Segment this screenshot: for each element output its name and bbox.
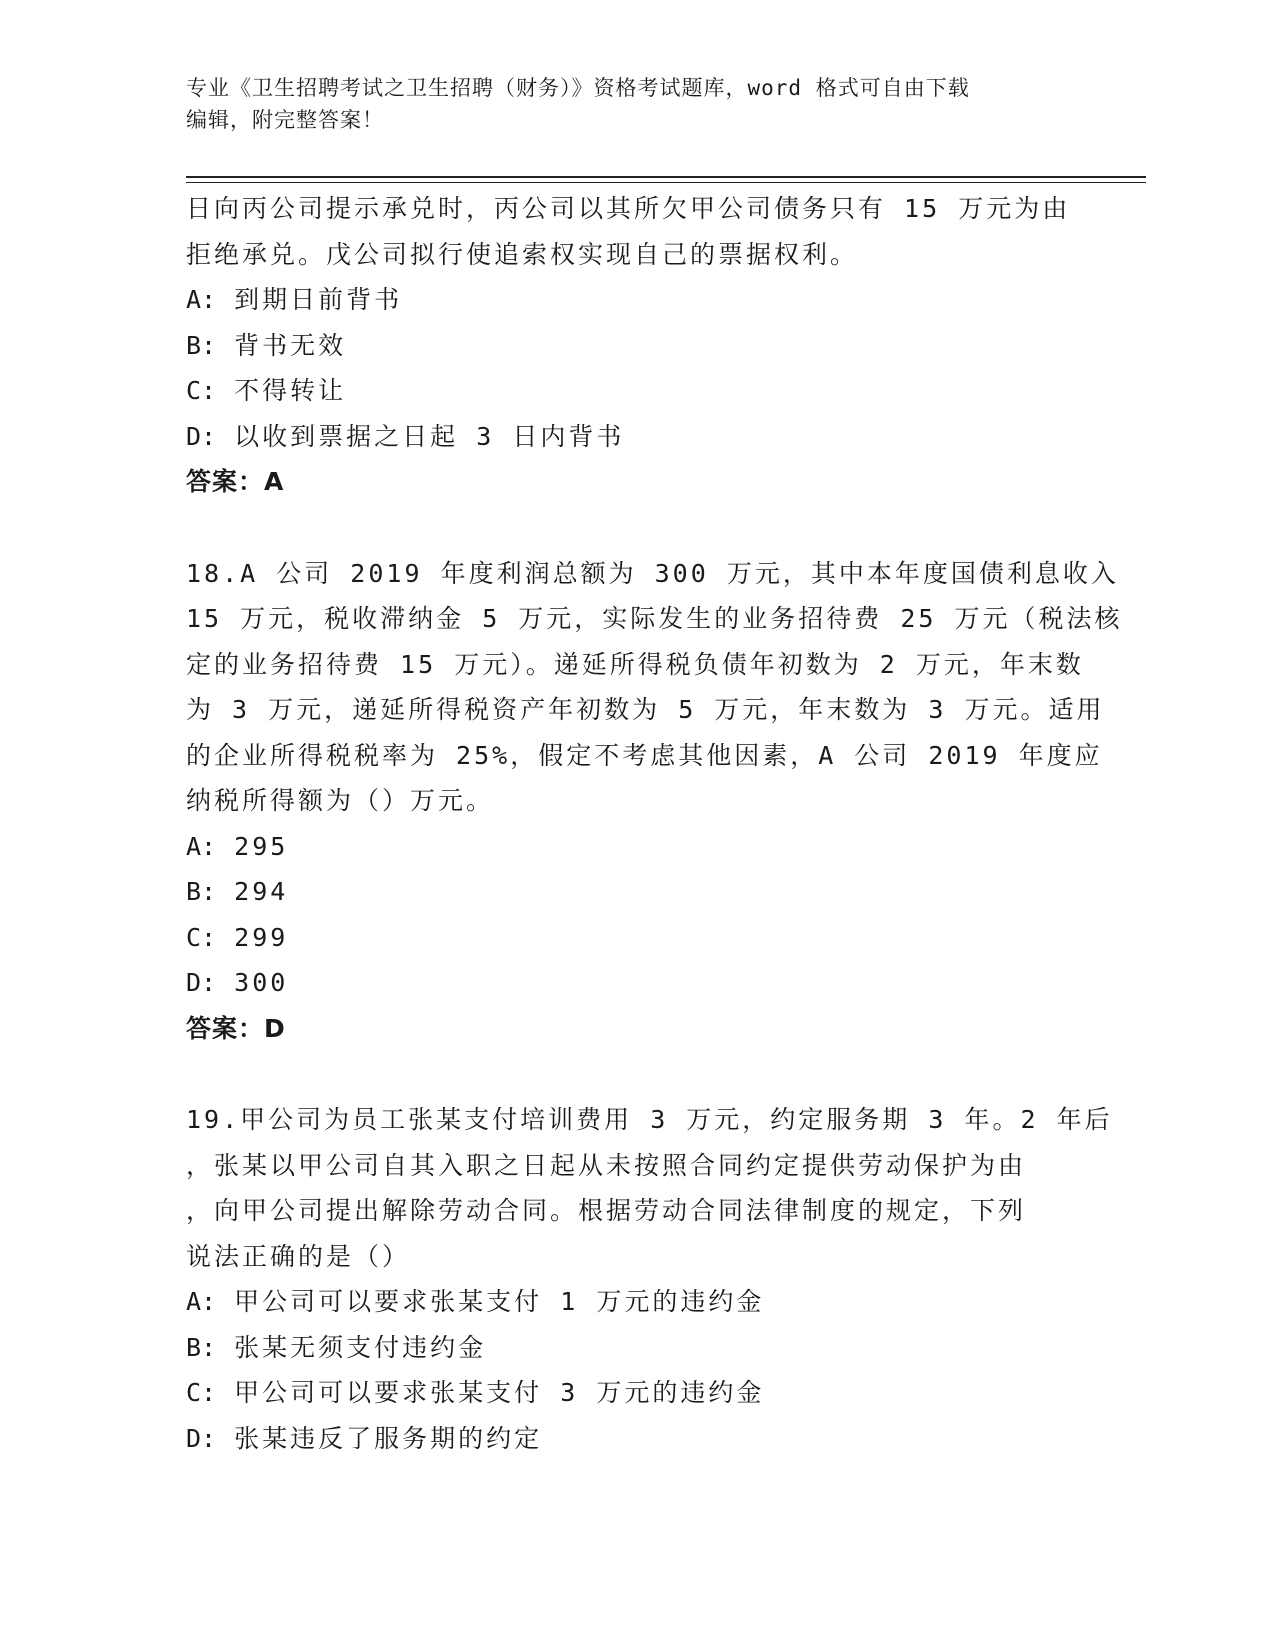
option-text: 294 [234,877,289,906]
question-content [186,186,1123,1461]
option-text: 295 [234,831,289,861]
option-key: D: [186,968,217,997]
option-b [186,1325,1086,1371]
option-key: B: [186,1332,217,1362]
option-key: C: [186,376,217,405]
option-text: 张某违反了服务期的约定 [234,1423,543,1453]
question-19 [186,1097,1113,1461]
option-key: C: [186,922,217,952]
question-stem-line: 定的业务招待费 15 万元）。递延所得税负债年初数为 2 万元，年末数 [186,649,1084,679]
option-key: B: [186,877,217,906]
option-text: 背书无效 [234,330,347,360]
option-key: B: [186,330,217,360]
question-stem-line: ，张某以甲公司自其入职之日起从未按照合同约定提供劳动保护为由 [186,1150,1027,1180]
option-d [186,960,1086,1006]
question-stem-line: 18.A 公司 2019 年度利润总额为 300 万元，其中本年度国债利息收入 [186,558,1119,588]
option-text: 到期日前背书 [234,285,403,314]
option-b [186,323,1086,369]
question-stem-line: 日向丙公司提示承兑时，丙公司以其所欠甲公司债务只有 15 万元为由 [186,194,1071,223]
option-b [186,869,1086,915]
question-17 [186,186,1086,505]
option-key: D: [186,421,217,451]
question-stem-line: ，向甲公司提出解除劳动合同。根据劳动合同法律制度的规定，下列 [186,1196,1027,1225]
question-stem-line: 19.甲公司为员工张某支付培训费用 3 万元，约定服务期 3 年。2 年后 [186,1105,1113,1134]
option-text: 不得转让 [234,376,347,405]
option-key: A: [186,831,217,861]
option-text: 张某无须支付违约金 [234,1332,487,1362]
option-c [186,368,1086,414]
question-stem-line: 的企业所得税税率为 25%，假定不考虑其他因素，A 公司 2019 年度应 [186,740,1103,770]
option-text: 300 [234,968,289,997]
question-stem-line: 纳税所得额为（）万元。 [186,786,495,815]
question-18 [186,551,1123,1052]
question-stem-line: 为 3 万元，递延所得税资产年初数为 5 万元，年末数为 3 万元。适用 [186,695,1105,724]
header-line-1: 专业《卫生招聘考试之卫生招聘（财务）》资格考试题库，word 格式可自由下载 [186,76,970,100]
option-a [186,1279,1086,1325]
header-divider-thick [186,176,1146,178]
option-key: A: [186,1287,217,1316]
header-line-2: 编辑，附完整答案！ [186,108,384,132]
option-a [186,824,1086,870]
spacer [186,505,1086,551]
option-key: A: [186,285,217,314]
option-c [186,915,1086,961]
option-a [186,277,1086,323]
option-key: C: [186,1378,217,1407]
option-text: 甲公司可以要求张某支付 1 万元的违约金 [234,1287,765,1316]
document-header [186,72,1086,136]
option-text: 以收到票据之日起 3 日内背书 [234,421,625,451]
question-stem-line: 说法正确的是（） [186,1241,411,1271]
option-d [186,1416,1086,1462]
spacer [186,1051,1086,1097]
option-c [186,1370,1086,1416]
option-text: 299 [234,922,289,952]
question-stem-line: 15 万元，税收滞纳金 5 万元，实际发生的业务招待费 25 万元（税法核 [186,604,1123,633]
option-key: D: [186,1423,217,1453]
answer-line: 答案：A [186,467,285,496]
option-d [186,414,1086,460]
header-divider-thin [186,182,1146,183]
option-text: 甲公司可以要求张某支付 3 万元的违约金 [234,1378,765,1407]
answer-line: 答案：D [186,1013,286,1043]
question-stem-line: 拒绝承兑。戊公司拟行使追索权实现自己的票据权利。 [186,239,859,269]
